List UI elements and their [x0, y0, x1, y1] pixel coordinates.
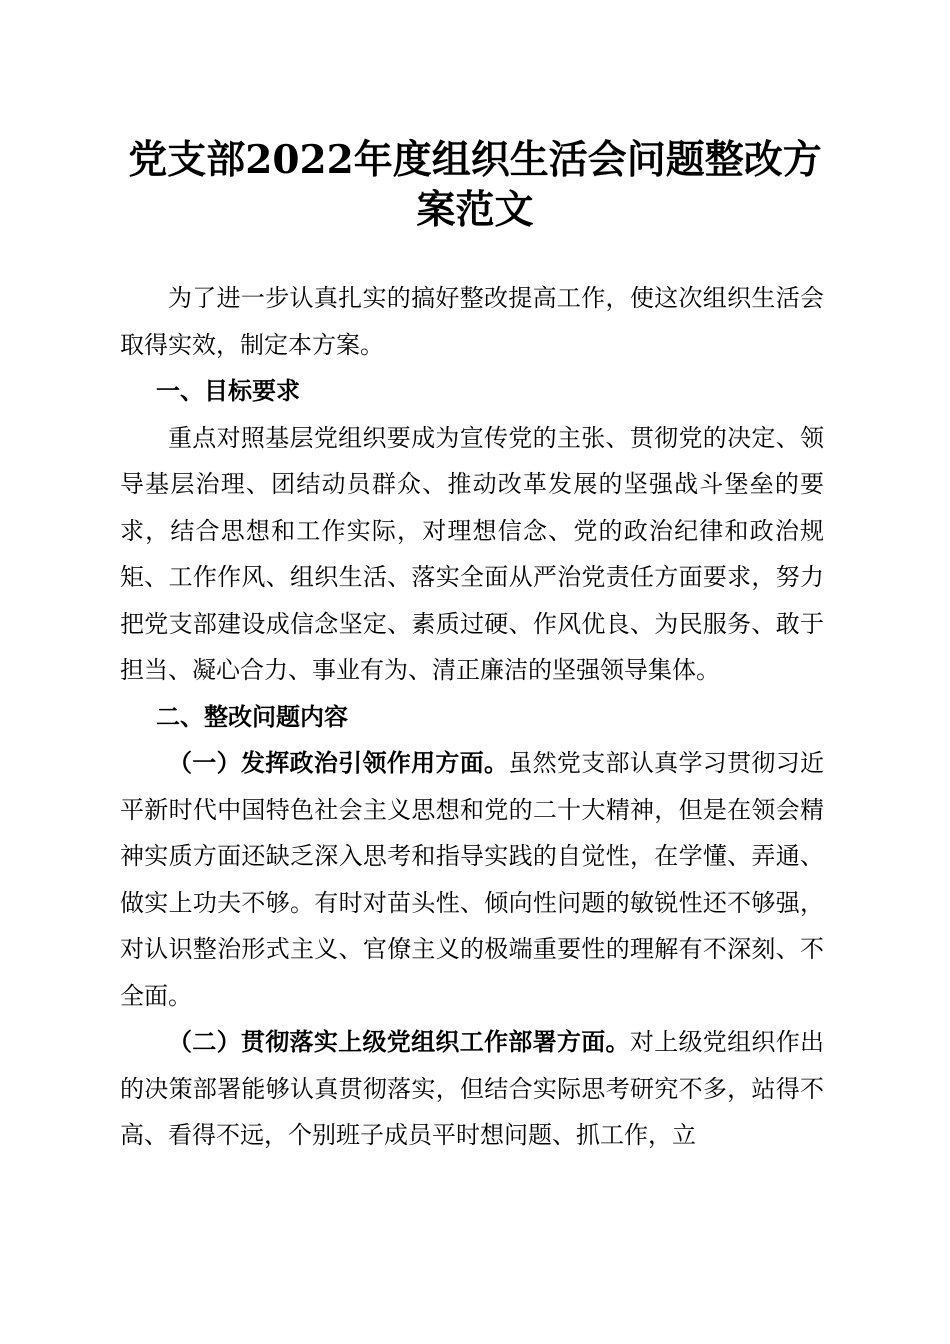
issue-lead-2: （二）贯彻落实上级党组织工作部署方面。: [168, 1027, 630, 1056]
goals-paragraph: 重点对照基层党组织要成为宣传党的主张、贯彻党的决定、领导基层治理、团结动员群众、推动改革发展的坚强战斗堡垒的要求，结合思想和工作实际，对理想信念、党的政治纪律和政治规矩、工作作风、组织生活、落实全面从严治党责任方面要求，努力把党支部建设成信念坚定、素质过硬、作风优良、为民服务、敢于担当、凝心合力、事业有为、清正廉洁的坚强领导集体。: [120, 423, 824, 684]
issue-text-1: 虽然党支部认真学习贯彻习近平新时代中国特色社会主义思想和党的二十大精神，但是在领会精神实质方面还缺乏深入思考和指导实践的自觉性，在学懂、弄通、做实上功夫不够。有时对苗头性、倾向性问题的敏锐性还不够强，对认识整治形式主义、官僚主义的极端重要性的理解有不深刻、不全面。: [120, 749, 825, 1010]
issue-text-2: 对上级党组织作出的决策部署能够认真贯彻落实，但结合实际思考研究不多，站得不高、看得不远，个别班子成员平时想问题、抓工作，立: [120, 1028, 825, 1149]
section-heading-goals: 一、目标要求: [156, 377, 300, 405]
document-title: 党支部2022年度组织生活会问题整改方案范文: [128, 137, 822, 233]
issue-lead-1: （一）发挥政治引领作用方面。: [168, 748, 509, 777]
intro-paragraph: 为了进一步认真扎实的搞好整改提高工作，使这次组织生活会取得实效，制定本方案。: [120, 284, 824, 359]
issue-paragraph-2: [120, 1019, 824, 1159]
document-body: [120, 275, 824, 1159]
issue-paragraph-1: [120, 740, 824, 1019]
section-heading-issues: 二、整改问题内容: [156, 702, 348, 731]
